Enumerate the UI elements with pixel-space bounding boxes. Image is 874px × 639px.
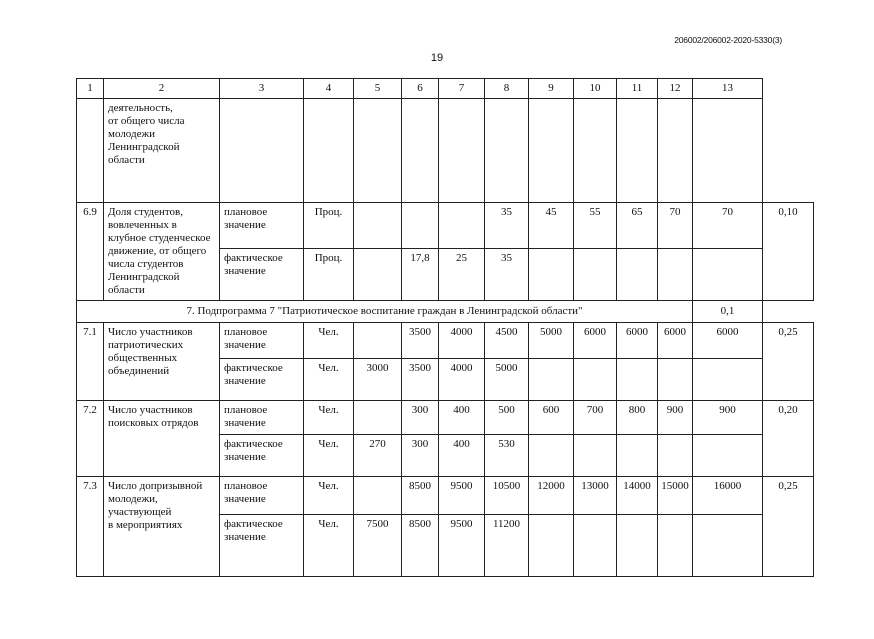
value-cell: 300 — [402, 401, 439, 435]
value-cell — [574, 515, 617, 577]
value-type: плановое значение — [220, 401, 304, 435]
weight-cell: 0,20 — [763, 401, 814, 477]
value-type: плановое значение — [220, 203, 304, 249]
value-cell: 270 — [354, 435, 402, 477]
unit-cell: Чел. — [304, 435, 354, 477]
value-cell — [402, 203, 439, 249]
value-cell: 4000 — [439, 359, 485, 401]
value-cell: 600 — [529, 401, 574, 435]
column-header-3: 3 — [220, 79, 304, 99]
weight-cell: 0,10 — [763, 203, 814, 301]
value-cell: 35 — [485, 203, 529, 249]
column-header-6: 6 — [402, 79, 439, 99]
value-cell — [658, 515, 693, 577]
continuation-cell — [529, 99, 574, 203]
value-type: фактическое значение — [220, 359, 304, 401]
value-cell — [574, 359, 617, 401]
unit-cell: Проц. — [304, 248, 354, 300]
value-cell — [617, 435, 658, 477]
indicator-id: 7.2 — [77, 401, 104, 477]
indicators-table — [76, 78, 814, 577]
value-type: фактическое значение — [220, 248, 304, 300]
value-cell: 55 — [574, 203, 617, 249]
continuation-type-cell — [220, 99, 304, 203]
unit-cell: Проц. — [304, 203, 354, 249]
continuation-cell — [402, 99, 439, 203]
indicator-name: Число участников поисковых отрядов — [104, 401, 220, 477]
value-cell: 15000 — [658, 477, 693, 515]
continuation-cell — [439, 99, 485, 203]
value-cell: 9500 — [439, 515, 485, 577]
value-cell: 35 — [485, 248, 529, 300]
value-type: фактическое значение — [220, 435, 304, 477]
value-cell: 900 — [658, 401, 693, 435]
value-cell: 400 — [439, 401, 485, 435]
value-cell — [617, 248, 658, 300]
header-row — [77, 79, 814, 99]
document-id: 206002/206002-2020-5330(3) — [674, 35, 782, 45]
value-cell: 500 — [485, 401, 529, 435]
value-cell: 6000 — [617, 323, 658, 359]
value-cell — [529, 435, 574, 477]
subprogram-weight: 0,1 — [693, 301, 763, 323]
value-cell: 16000 — [693, 477, 763, 515]
column-header-13: 13 — [693, 79, 763, 99]
column-header-4: 4 — [304, 79, 354, 99]
column-header-8: 8 — [485, 79, 529, 99]
continuation-cell — [304, 99, 354, 203]
unit-cell: Чел. — [304, 477, 354, 515]
value-cell — [354, 203, 402, 249]
indicator-name: Число участников патриотических общественных объединений — [104, 323, 220, 401]
value-cell: 400 — [439, 435, 485, 477]
continuation-cell — [485, 99, 529, 203]
indicator-name: Число допризывной молодежи, участвующей в мероприятиях — [104, 477, 220, 577]
value-cell: 10500 — [485, 477, 529, 515]
unit-cell: Чел. — [304, 401, 354, 435]
value-cell: 8500 — [402, 515, 439, 577]
value-cell: 12000 — [529, 477, 574, 515]
value-cell — [354, 248, 402, 300]
unit-cell: Чел. — [304, 515, 354, 577]
indicator-id: 6.9 — [77, 203, 104, 301]
value-cell: 4000 — [439, 323, 485, 359]
value-cell: 800 — [617, 401, 658, 435]
value-cell: 6000 — [658, 323, 693, 359]
value-cell: 6000 — [693, 323, 763, 359]
value-cell — [574, 435, 617, 477]
value-cell: 45 — [529, 203, 574, 249]
column-header-11: 11 — [617, 79, 658, 99]
unit-cell: Чел. — [304, 323, 354, 359]
value-cell — [693, 248, 763, 300]
value-cell: 7500 — [354, 515, 402, 577]
value-cell — [658, 248, 693, 300]
value-cell: 700 — [574, 401, 617, 435]
continuation-cell — [617, 99, 658, 203]
subprogram-row — [77, 301, 814, 323]
indicator-row-7.3-plan — [77, 477, 814, 515]
value-cell: 6000 — [574, 323, 617, 359]
column-header-12: 12 — [658, 79, 693, 99]
value-cell: 70 — [693, 203, 763, 249]
indicator-row-7.2-plan — [77, 401, 814, 435]
value-type: плановое значение — [220, 323, 304, 359]
subprogram-title: 7. Подпрограмма 7 "Патриотическое воспитание граждан в Ленинградской области" — [77, 301, 693, 323]
weight-cell: 0,25 — [763, 477, 814, 577]
value-cell: 25 — [439, 248, 485, 300]
indicator-row-6.9-plan — [77, 203, 814, 249]
value-cell — [574, 248, 617, 300]
continuation-cell — [658, 99, 693, 203]
continuation-cell — [354, 99, 402, 203]
value-cell: 900 — [693, 401, 763, 435]
continuation-id-cell — [77, 99, 104, 203]
value-cell — [439, 203, 485, 249]
value-cell — [529, 248, 574, 300]
column-header-10: 10 — [574, 79, 617, 99]
column-header-1: 1 — [77, 79, 104, 99]
weight-cell: 0,25 — [763, 323, 814, 401]
indicator-id: 7.3 — [77, 477, 104, 577]
value-cell — [529, 359, 574, 401]
indicator-row-7.1-plan — [77, 323, 814, 359]
value-cell — [354, 477, 402, 515]
value-cell — [617, 515, 658, 577]
value-cell: 3500 — [402, 359, 439, 401]
value-cell: 9500 — [439, 477, 485, 515]
value-cell: 300 — [402, 435, 439, 477]
value-cell — [693, 435, 763, 477]
value-type: плановое значение — [220, 477, 304, 515]
value-cell: 530 — [485, 435, 529, 477]
value-cell — [658, 359, 693, 401]
value-cell: 4500 — [485, 323, 529, 359]
value-cell: 8500 — [402, 477, 439, 515]
value-cell: 13000 — [574, 477, 617, 515]
value-cell: 14000 — [617, 477, 658, 515]
indicator-name: Доля студентов, вовлеченных в клубное студенческое движение, от общего числа студентов Ленинградской области — [104, 203, 220, 301]
indicator-id: 7.1 — [77, 323, 104, 401]
continuation-row — [77, 99, 814, 203]
continuation-cell — [693, 99, 763, 203]
page-number: 19 — [430, 52, 444, 64]
value-cell — [354, 323, 402, 359]
value-cell: 3000 — [354, 359, 402, 401]
value-cell — [617, 359, 658, 401]
value-cell — [658, 435, 693, 477]
value-cell — [693, 359, 763, 401]
value-cell: 11200 — [485, 515, 529, 577]
value-cell: 3500 — [402, 323, 439, 359]
continuation-name-cell: деятельность, от общего числа молодежи Ленинградской области — [104, 99, 220, 203]
column-header-9: 9 — [529, 79, 574, 99]
unit-cell: Чел. — [304, 359, 354, 401]
column-header-2: 2 — [104, 79, 220, 99]
value-cell — [693, 515, 763, 577]
value-cell: 5000 — [485, 359, 529, 401]
value-cell: 5000 — [529, 323, 574, 359]
continuation-cell — [574, 99, 617, 203]
value-cell — [354, 401, 402, 435]
value-cell: 70 — [658, 203, 693, 249]
column-header-7: 7 — [439, 79, 485, 99]
value-type: фактическое значение — [220, 515, 304, 577]
value-cell: 17,8 — [402, 248, 439, 300]
value-cell: 65 — [617, 203, 658, 249]
column-header-5: 5 — [354, 79, 402, 99]
value-cell — [529, 515, 574, 577]
